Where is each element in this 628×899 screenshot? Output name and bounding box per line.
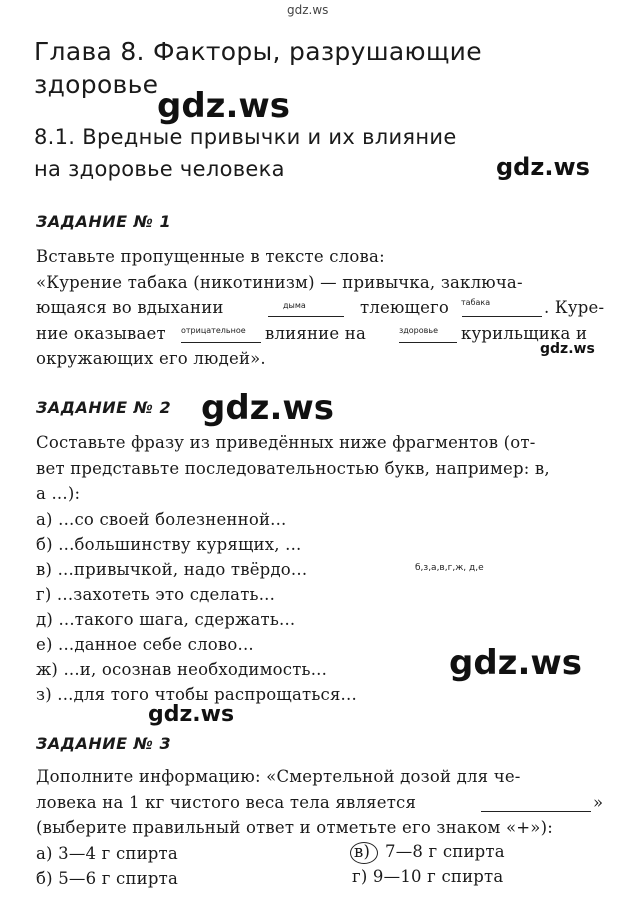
task1-title: ЗАДАНИЕ № 1 bbox=[36, 212, 172, 231]
watermark: gdz.ws bbox=[540, 341, 595, 357]
task3-option-a: а) 3—4 г спирта bbox=[36, 844, 178, 863]
chapter-title-line1: Глава 8. Факторы, разрушающие bbox=[34, 37, 482, 66]
section-title-line1: 8.1. Вредные привычки и их влияние bbox=[34, 125, 457, 149]
watermark: gdz.ws bbox=[148, 702, 235, 727]
task2-item: ж) ...и, осознав необходимость... bbox=[36, 660, 328, 679]
task2-item: д) ...такого шага, сдержать... bbox=[36, 610, 296, 629]
task3-line2: ловека на 1 кг чистого веса тела является bbox=[36, 793, 417, 812]
task2-instruction-line2: вет представьте последовательностью букв, например: в, bbox=[36, 459, 550, 478]
chapter-title-line2: здоровье bbox=[34, 70, 159, 99]
task2-instruction-line1: Составьте фразу из приведённых ниже фрагментов (от- bbox=[36, 433, 536, 452]
task1-line2-mid: тлеющего bbox=[360, 298, 450, 317]
task1-line3-mid: влияние на bbox=[265, 324, 367, 343]
blank-field bbox=[462, 316, 542, 317]
task1-line3-end: курильщика и bbox=[461, 324, 588, 343]
task2-item: г) ...захотеть это сделать... bbox=[36, 585, 276, 604]
task1-line2-end: . Куре- bbox=[544, 298, 605, 317]
task1-line1: «Курение табака (никотинизм) — привычка, заключа- bbox=[36, 273, 523, 292]
blank-field bbox=[481, 811, 591, 812]
task1-line3-start: ние оказывает bbox=[36, 324, 166, 343]
task3-title: ЗАДАНИЕ № 3 bbox=[36, 734, 172, 753]
task3-option-g: г) 9—10 г спирта bbox=[352, 867, 504, 886]
watermark: gdz.ws bbox=[201, 388, 335, 428]
task3-option-v: 7—8 г спирта bbox=[385, 842, 505, 861]
task2-title: ЗАДАНИЕ № 2 bbox=[36, 398, 172, 417]
section-title-line2: на здоровье человека bbox=[34, 157, 285, 181]
watermark: gdz.ws bbox=[449, 643, 583, 683]
task2-item: з) ...для того чтобы распрощаться... bbox=[36, 685, 357, 704]
task3-line3: (выберите правильный ответ и отметьте его знаком «+»): bbox=[36, 818, 553, 837]
task2-instruction-line3: а ...): bbox=[36, 484, 81, 503]
task1-line2-start: ющаяся во вдыхании bbox=[36, 298, 224, 317]
task2-item: е) ...данное себе слово... bbox=[36, 635, 254, 654]
task3-option-v-letter: в) bbox=[354, 842, 371, 861]
blank-field bbox=[181, 342, 261, 343]
task3-line1: Дополните информацию: «Смертельной дозой для че- bbox=[36, 767, 521, 786]
watermark-top: gdz.ws bbox=[287, 3, 329, 17]
watermark: gdz.ws bbox=[496, 153, 590, 181]
handwritten-answer-health: здоровье bbox=[399, 326, 439, 335]
blank-field bbox=[399, 342, 457, 343]
watermark: gdz.ws bbox=[157, 86, 291, 126]
handwritten-answer-negative: отрицательное bbox=[181, 326, 246, 335]
blank-field bbox=[268, 316, 344, 317]
task2-item: в) ...привычкой, надо твёрдо... bbox=[36, 560, 308, 579]
task1-instruction: Вставьте пропущенные в тексте слова: bbox=[36, 247, 385, 266]
handwritten-answer-sequence: б,з,а,в,г,ж, д,е bbox=[415, 563, 484, 573]
task2-item: б) ...большинству курящих, ... bbox=[36, 535, 302, 554]
task3-line2-end: » bbox=[593, 793, 604, 812]
task3-option-b: б) 5—6 г спирта bbox=[36, 869, 179, 888]
task1-line4: окружающих его людей». bbox=[36, 349, 266, 368]
handwritten-answer-tobacco: табака bbox=[461, 298, 491, 307]
task2-item: а) ...со своей болезненной... bbox=[36, 510, 287, 529]
handwritten-answer-smoke: дыма bbox=[283, 301, 306, 310]
